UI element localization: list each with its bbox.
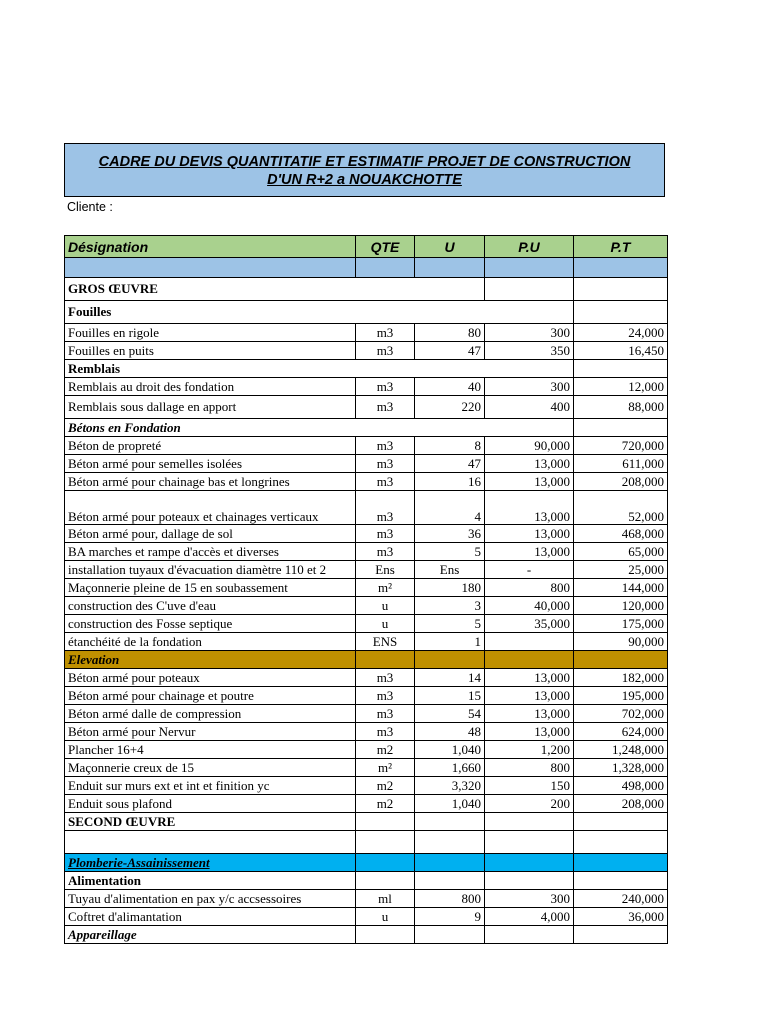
row-u: 8 <box>415 437 485 455</box>
table-row <box>65 473 668 491</box>
row-pt: 498,000 <box>574 777 668 795</box>
subsection-row <box>65 301 668 324</box>
table-row <box>65 561 668 579</box>
row-qte: Ens <box>356 561 415 579</box>
row-pu: 13,000 <box>485 687 574 705</box>
row-pu: 300 <box>485 324 574 342</box>
row-pt: 65,000 <box>574 543 668 561</box>
row-designation: construction des C'uve d'eau <box>65 597 356 615</box>
row-pu: 4,000 <box>485 908 574 926</box>
row-pt: 36,000 <box>574 908 668 926</box>
row-pt: 25,000 <box>574 561 668 579</box>
table-row <box>65 723 668 741</box>
row-pt: 24,000 <box>574 324 668 342</box>
section-row <box>65 278 668 301</box>
row-u: 1,660 <box>415 759 485 777</box>
row-qte: m3 <box>356 705 415 723</box>
row-pt: 175,000 <box>574 615 668 633</box>
subsection-row <box>65 419 668 437</box>
row-designation: Maçonnerie pleine de 15 en soubassement <box>65 579 356 597</box>
row-u: 4 <box>415 491 485 525</box>
header-u: U <box>415 236 485 258</box>
row-designation: Elevation <box>65 651 356 669</box>
row-qte: m3 <box>356 455 415 473</box>
table-row <box>65 543 668 561</box>
row-designation: Béton armé dalle de compression <box>65 705 356 723</box>
row-designation: BA marches et rampe d'accès et diverses <box>65 543 356 561</box>
subsection-row <box>65 360 668 378</box>
row-designation: Béton armé pour chainage bas et longrines <box>65 473 356 491</box>
row-pu: 13,000 <box>485 455 574 473</box>
table-row <box>65 669 668 687</box>
row-u: 80 <box>415 324 485 342</box>
table-row <box>65 615 668 633</box>
row-designation: Béton armé pour semelles isolées <box>65 455 356 473</box>
row-designation: Fouilles en puits <box>65 342 356 360</box>
row-u: 54 <box>415 705 485 723</box>
row-u: 1,040 <box>415 741 485 759</box>
row-pu: 1,200 <box>485 741 574 759</box>
row-u: 5 <box>415 615 485 633</box>
row-u: 47 <box>415 455 485 473</box>
row-pt: 90,000 <box>574 633 668 651</box>
row-designation: Béton armé pour poteaux et chainages verticaux <box>65 491 356 525</box>
row-u: 220 <box>415 396 485 419</box>
row-qte: m3 <box>356 473 415 491</box>
row-qte: m3 <box>356 669 415 687</box>
table-row <box>65 342 668 360</box>
table-row <box>65 633 668 651</box>
row-qte: u <box>356 597 415 615</box>
row-pu: 300 <box>485 378 574 396</box>
subsection-row <box>65 872 668 890</box>
row-u: 47 <box>415 342 485 360</box>
row-pu: 800 <box>485 759 574 777</box>
row-qte: m3 <box>356 723 415 741</box>
row-pt: 208,000 <box>574 473 668 491</box>
table-row <box>65 777 668 795</box>
row-u: 36 <box>415 525 485 543</box>
row-pu: 13,000 <box>485 705 574 723</box>
row-pt: 240,000 <box>574 890 668 908</box>
table-row <box>65 705 668 723</box>
row-qte: u <box>356 615 415 633</box>
row-qte: m3 <box>356 378 415 396</box>
row-qte: m2 <box>356 795 415 813</box>
row-u: 1,040 <box>415 795 485 813</box>
table-row <box>65 890 668 908</box>
row-pu: 400 <box>485 396 574 419</box>
header-pt: P.T <box>574 236 668 258</box>
row-pt: 144,000 <box>574 579 668 597</box>
row-u: 15 <box>415 687 485 705</box>
table-header <box>65 236 668 258</box>
row-pt: 624,000 <box>574 723 668 741</box>
row-pu: 800 <box>485 579 574 597</box>
table-row <box>65 741 668 759</box>
subsection-row-plomberie <box>65 854 668 872</box>
row-designation: Appareillage <box>65 926 356 944</box>
title-line-2: D'UN R+2 a NOUAKCHOTTE <box>267 172 462 188</box>
row-designation: Remblais <box>65 360 574 378</box>
header-pu: P.U <box>485 236 574 258</box>
row-pu: 35,000 <box>485 615 574 633</box>
row-pt: 120,000 <box>574 597 668 615</box>
table-row <box>65 687 668 705</box>
row-designation: Enduit sous plafond <box>65 795 356 813</box>
row-u: 48 <box>415 723 485 741</box>
row-u: 40 <box>415 378 485 396</box>
row-qte: m3 <box>356 491 415 525</box>
row-pu: 200 <box>485 795 574 813</box>
row-designation: étanchéité de la fondation <box>65 633 356 651</box>
row-u: 180 <box>415 579 485 597</box>
row-designation: Alimentation <box>65 872 356 890</box>
table-row <box>65 491 668 525</box>
subsection-row <box>65 926 668 944</box>
row-pu: - <box>485 561 574 579</box>
section-row <box>65 813 668 831</box>
row-pu: 13,000 <box>485 473 574 491</box>
row-designation: Béton armé pour, dallage de sol <box>65 525 356 543</box>
row-designation: Plancher 16+4 <box>65 741 356 759</box>
row-pu: 13,000 <box>485 525 574 543</box>
row-pt: 182,000 <box>574 669 668 687</box>
table-row <box>65 455 668 473</box>
row-pt: 88,000 <box>574 396 668 419</box>
row-pt: 720,000 <box>574 437 668 455</box>
row-pt: 1,248,000 <box>574 741 668 759</box>
blank-blue-row <box>65 258 668 278</box>
row-qte: m3 <box>356 525 415 543</box>
row-qte: m2 <box>356 741 415 759</box>
row-designation: Fouilles <box>65 301 574 324</box>
row-designation: Béton armé pour chainage et poutre <box>65 687 356 705</box>
document-title <box>64 143 665 197</box>
row-qte: m3 <box>356 396 415 419</box>
subsection-row-elevation <box>65 651 668 669</box>
row-designation: Béton de propreté <box>65 437 356 455</box>
table-row <box>65 437 668 455</box>
row-designation: Béton armé pour Nervur <box>65 723 356 741</box>
header-designation: Désignation <box>65 236 356 258</box>
blank-row <box>65 831 668 854</box>
row-u: 14 <box>415 669 485 687</box>
row-qte: m² <box>356 759 415 777</box>
table-row <box>65 795 668 813</box>
row-qte: m2 <box>356 777 415 795</box>
row-pt: 468,000 <box>574 525 668 543</box>
row-u: 1 <box>415 633 485 651</box>
row-designation: Maçonnerie creux de 15 <box>65 759 356 777</box>
row-pu: 40,000 <box>485 597 574 615</box>
row-pu: 350 <box>485 342 574 360</box>
row-designation: Coftret d'alimantation <box>65 908 356 926</box>
row-pu: 90,000 <box>485 437 574 455</box>
row-pt: 611,000 <box>574 455 668 473</box>
row-qte: m² <box>356 579 415 597</box>
row-qte: m3 <box>356 543 415 561</box>
row-u: 3 <box>415 597 485 615</box>
row-designation: SECOND ŒUVRE <box>65 813 356 831</box>
row-pt: 1,328,000 <box>574 759 668 777</box>
table-row <box>65 324 668 342</box>
row-designation: Remblais au droit des fondation <box>65 378 356 396</box>
row-qte: m3 <box>356 687 415 705</box>
row-u: 9 <box>415 908 485 926</box>
title-line-1: CADRE DU DEVIS QUANTITATIF ET ESTIMATIF PROJET DE CONSTRUCTION <box>98 154 631 170</box>
row-designation: Fouilles en rigole <box>65 324 356 342</box>
table-row <box>65 525 668 543</box>
devis-table <box>64 235 668 944</box>
row-u: 800 <box>415 890 485 908</box>
row-u: 16 <box>415 473 485 491</box>
row-designation: Bétons en Fondation <box>65 419 574 437</box>
row-qte: ENS <box>356 633 415 651</box>
table-row <box>65 759 668 777</box>
row-pt: 52,000 <box>574 491 668 525</box>
row-qte: m3 <box>356 437 415 455</box>
row-qte: ml <box>356 890 415 908</box>
row-pu <box>485 633 574 651</box>
row-pu: 150 <box>485 777 574 795</box>
row-u: 5 <box>415 543 485 561</box>
row-pt: 16,450 <box>574 342 668 360</box>
row-designation: Plomberie-Assainissement <box>65 854 356 872</box>
row-pu: 13,000 <box>485 543 574 561</box>
row-qte: m3 <box>356 342 415 360</box>
row-designation: Tuyau d'alimentation en pax y/c accsessoires <box>65 890 356 908</box>
row-pt: 208,000 <box>574 795 668 813</box>
table-row <box>65 378 668 396</box>
row-designation: construction des Fosse septique <box>65 615 356 633</box>
table-row <box>65 579 668 597</box>
table-row <box>65 396 668 419</box>
row-pt: 702,000 <box>574 705 668 723</box>
row-pu: 13,000 <box>485 723 574 741</box>
row-pu: 13,000 <box>485 669 574 687</box>
row-designation: Remblais sous dallage en apport <box>65 396 356 419</box>
row-qte: u <box>356 908 415 926</box>
row-pt: 12,000 <box>574 378 668 396</box>
row-qte: m3 <box>356 324 415 342</box>
row-u: Ens <box>415 561 485 579</box>
row-pu: 13,000 <box>485 491 574 525</box>
row-designation: GROS ŒUVRE <box>65 278 485 301</box>
row-designation: installation tuyaux d'évacuation diamètre 110 et 2 <box>65 561 356 579</box>
row-designation: Béton armé pour poteaux <box>65 669 356 687</box>
table-row <box>65 597 668 615</box>
row-u: 3,320 <box>415 777 485 795</box>
row-pt: 195,000 <box>574 687 668 705</box>
row-pu: 300 <box>485 890 574 908</box>
table-row <box>65 908 668 926</box>
row-designation: Enduit sur murs ext et int et finition yc <box>65 777 356 795</box>
cliente-label: Cliente : <box>67 200 113 214</box>
header-qte: QTE <box>356 236 415 258</box>
